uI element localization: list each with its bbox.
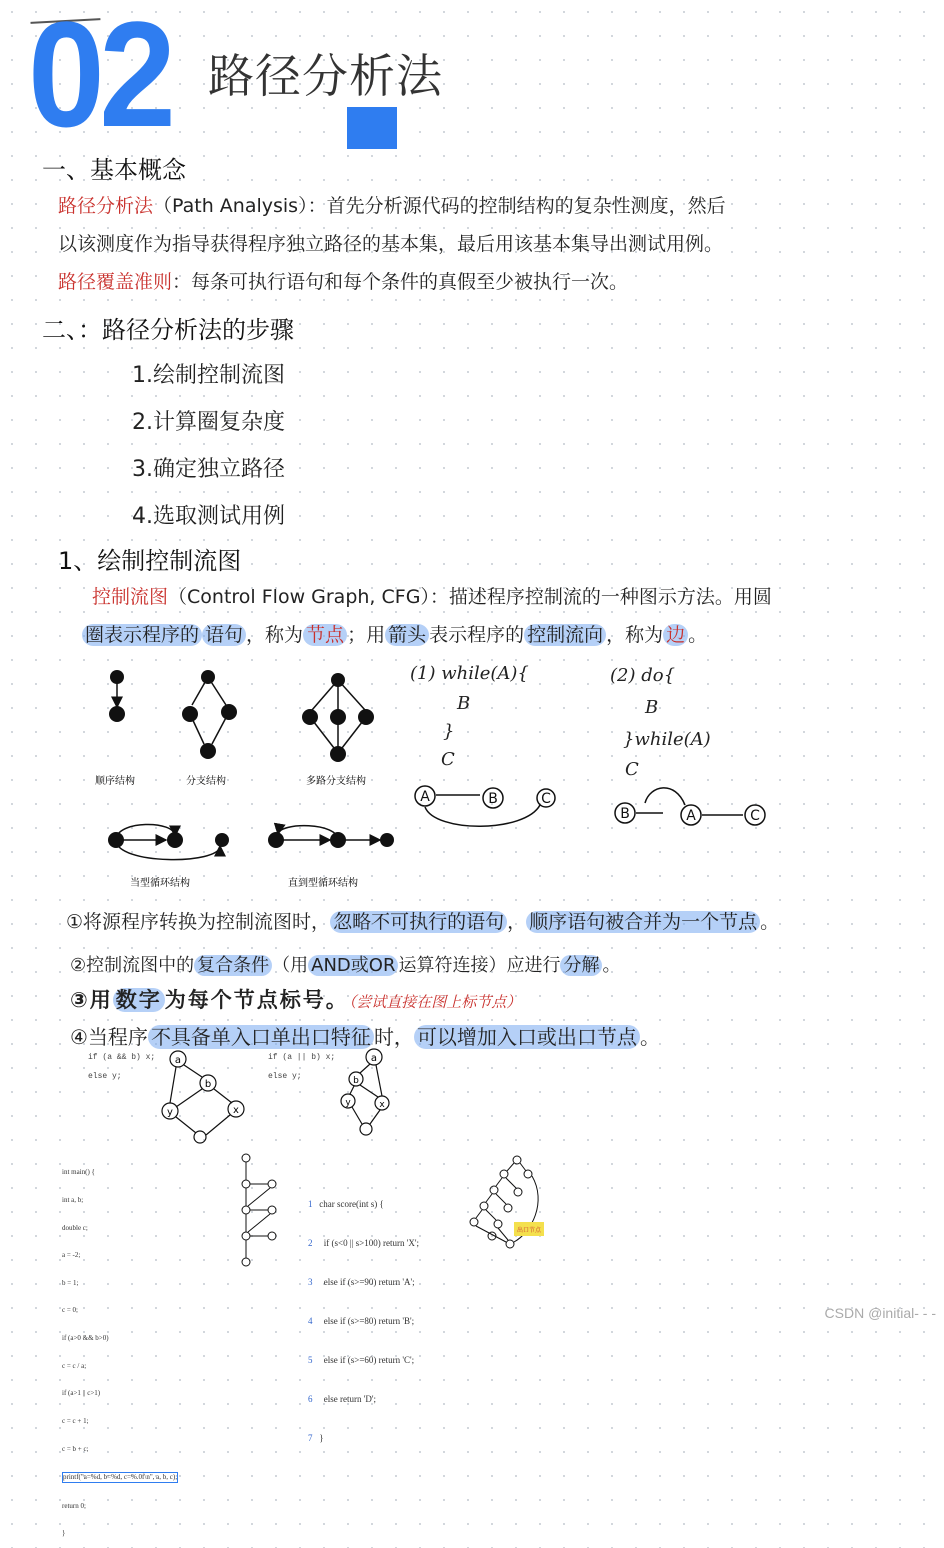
and-node-y: y [167,1107,173,1118]
hl-control-flow: 控制流向 [524,624,606,646]
or-code-line1: if (a || b) x; [268,1053,336,1062]
or-code-line2: else y; [268,1072,302,1081]
caption-multi-branch: 多路分支结构 [306,776,366,787]
hl-circle: 圈表示程序的 [82,624,202,646]
note-3-hl-1: 数字 [113,988,165,1012]
or-node-a: a [370,1053,378,1064]
code-line: return 0; [62,1501,86,1510]
note-3-text: 用 [89,988,113,1012]
c-code-flow-graph [232,1148,282,1273]
and-node-b: b [204,1079,212,1090]
while-example-sketch [405,655,585,835]
code-line: } [62,1529,66,1538]
code-line: int a, b; [62,1196,84,1205]
dowhile-node-b: B [620,806,630,822]
subsection1-heading: 1、绘制控制流图 [58,547,242,575]
note-2-text: （用 [272,955,309,976]
hl-arrow: 箭头 [385,624,429,646]
and-code-line1: if (a && b) x; [88,1053,156,1062]
score-line: 3 else if (s>=90) return 'A'; [308,1277,415,1287]
step-1: 1.绘制控制流图 [132,363,285,388]
dowhile-example-sketch [605,655,785,835]
or-node-x: x [379,1100,385,1110]
cfg-text: 。 [688,624,708,646]
note-4-text: 。 [639,1025,660,1049]
note-2-hl-3: 分解 [560,955,602,976]
code-line: c = c + 1; [62,1416,89,1425]
note-1-marker: ① [66,911,84,933]
definition-path-coverage [58,270,628,294]
exit-node-label: 出口节点 [516,1227,542,1234]
score-line: 6 else return 'D'; [308,1394,376,1404]
and-node-a: a [174,1055,182,1066]
dowhile-line4: C [625,759,639,780]
note-2-hl-2: AND或OR [308,955,398,976]
and-node-x: x [233,1105,239,1116]
cfg-definition-line2 [82,623,707,647]
code-line: double c; [62,1223,88,1232]
dowhile-line3: }while(A) [623,729,711,750]
cfg-definition-line1 [92,585,892,609]
code-line: c = c / a; [62,1361,87,1370]
note-3 [70,984,521,1014]
note-2-hl-1: 复合条件 [194,955,272,976]
def1-text-line1: （Path Analysis）：首先分析源代码的控制结构的复杂性测度，然后 [153,195,726,217]
c-code-block [62,1150,178,1548]
while-loop-structure [108,824,229,859]
do-while-loop-structure [268,826,394,848]
code-line: b = 1; [62,1278,79,1287]
code-line: c = 0; [62,1306,78,1315]
caption-branch: 分支结构 [186,776,226,787]
cfg-line1-rest: （Control Flow Graph, CFG）：描述程序控制流的一种图示方法。用圆 [168,586,772,608]
score-flow-graph [462,1152,552,1252]
dowhile-node-a: A [686,808,696,824]
caption-while-loop: 当型循环结构 [130,878,190,889]
or-condition-graph [330,1045,400,1140]
score-line: 2 if (s<0 || s>100) return 'X'; [308,1238,419,1248]
note-3-handwritten: （尝试直接在图上标节点） [348,993,522,1011]
note-1-text: 将源程序转换为控制流图时， [83,911,331,933]
code-line: int main() { [62,1168,95,1177]
note-2-text: 。 [602,955,621,976]
score-line: 1 char score(int s) { [308,1199,384,1209]
title-accent-square [347,107,397,149]
branch-structure [182,670,237,759]
cfg-text: 表示程序的 [429,624,525,646]
dowhile-line2: B [645,697,659,718]
note-1-hl-2: 顺序语句被合并为一个节点 [526,911,760,933]
or-node-y: y [345,1098,351,1108]
section-number: 02 [28,0,171,158]
hl-edge: 边 [663,624,688,646]
code-line: c = b + c; [62,1444,89,1453]
caption-sequence: 顺序结构 [95,776,135,787]
and-code-line2: else y; [88,1072,122,1081]
dowhile-node-c: C [750,808,760,824]
hl-statement: 语句 [202,624,246,646]
caption-do-while-loop: 直到型循环结构 [288,878,358,889]
score-line: 4 else if (s>=80) return 'B'; [308,1316,415,1326]
code-line: a = -2; [62,1251,81,1260]
multi-branch-structure [302,673,374,762]
step-2: 2.计算圈复杂度 [132,410,285,435]
cfg-text: ，称为 [606,624,664,646]
note-1-hl-1: 忽略不可执行的语句 [330,911,507,933]
term-path-analysis: 路径分析法 [58,195,154,217]
note-2 [70,951,620,977]
note-3-text: 为每个节点标号。 [164,988,349,1012]
while-node-b: B [488,791,498,807]
note-4-hl-2: 可以增加入口或出口节点 [414,1025,640,1049]
note-1-text: ， [507,911,527,933]
and-condition-graph [150,1045,260,1145]
or-node-b: b [353,1076,359,1086]
section1-heading: 一、基本概念 [42,156,186,184]
term-cfg: 控制流图 [92,586,169,608]
note-4-text: 时， [373,1025,414,1049]
score-line: 7 } [308,1433,324,1443]
cfg-text: ，称为 [246,624,304,646]
term-path-coverage: 路径覆盖准则 [58,271,173,293]
def1-line2: 以该测度作为指导获得程序独立路径的基本集，最后用该基本集导出测试用例。 [58,233,724,255]
dowhile-line1: (2) do{ [610,665,676,686]
definition-path-analysis [58,194,848,218]
hl-node: 节点 [303,624,347,646]
code-line: if (a>0 && b>0) [62,1334,109,1343]
page-title: 路径分析法 [208,49,443,103]
def2-text: ：每条可执行语句和每个条件的真假至少被执行一次。 [172,271,629,293]
cfg-structure-diagrams [80,660,410,900]
while-line2: B [457,693,471,714]
while-line4: C [441,749,455,770]
step-4: 4.选取测试用例 [132,504,285,529]
while-line1: (1) while(A){ [410,663,529,684]
sequence-structure [109,670,125,722]
while-node-c: C [541,791,551,807]
while-node-a: A [420,789,430,805]
note-1-text: 。 [760,911,780,933]
note-2-text: 控制流图中的 [86,955,195,976]
section2-heading: 二、：路径分析法的步骤 [42,316,294,344]
code-line: if (a>1 || c>1) [62,1389,101,1398]
note-4-hl-1: 不具备单入口单出口特征 [148,1025,374,1049]
note-4-marker: ④ [70,1025,88,1049]
score-line: 5 else if (s>=60) return 'C'; [308,1355,415,1365]
cfg-text: ；用 [347,624,386,646]
note-2-marker: ② [70,955,87,976]
note-1 [66,907,779,934]
while-line3: } [443,721,455,742]
step-3: 3.确定独立路径 [132,457,285,482]
code-line: printf("a=%d, b=%d, c=%.0f\n", a, b, c); [62,1472,178,1483]
score-code-block [308,1172,419,1458]
watermark: CSDN @initial- - - [824,1305,936,1321]
note-2-text: 运算符连接）应进行 [398,955,561,976]
note-3-marker: ③ [70,988,90,1012]
note-4-text: 当程序 [87,1025,148,1049]
